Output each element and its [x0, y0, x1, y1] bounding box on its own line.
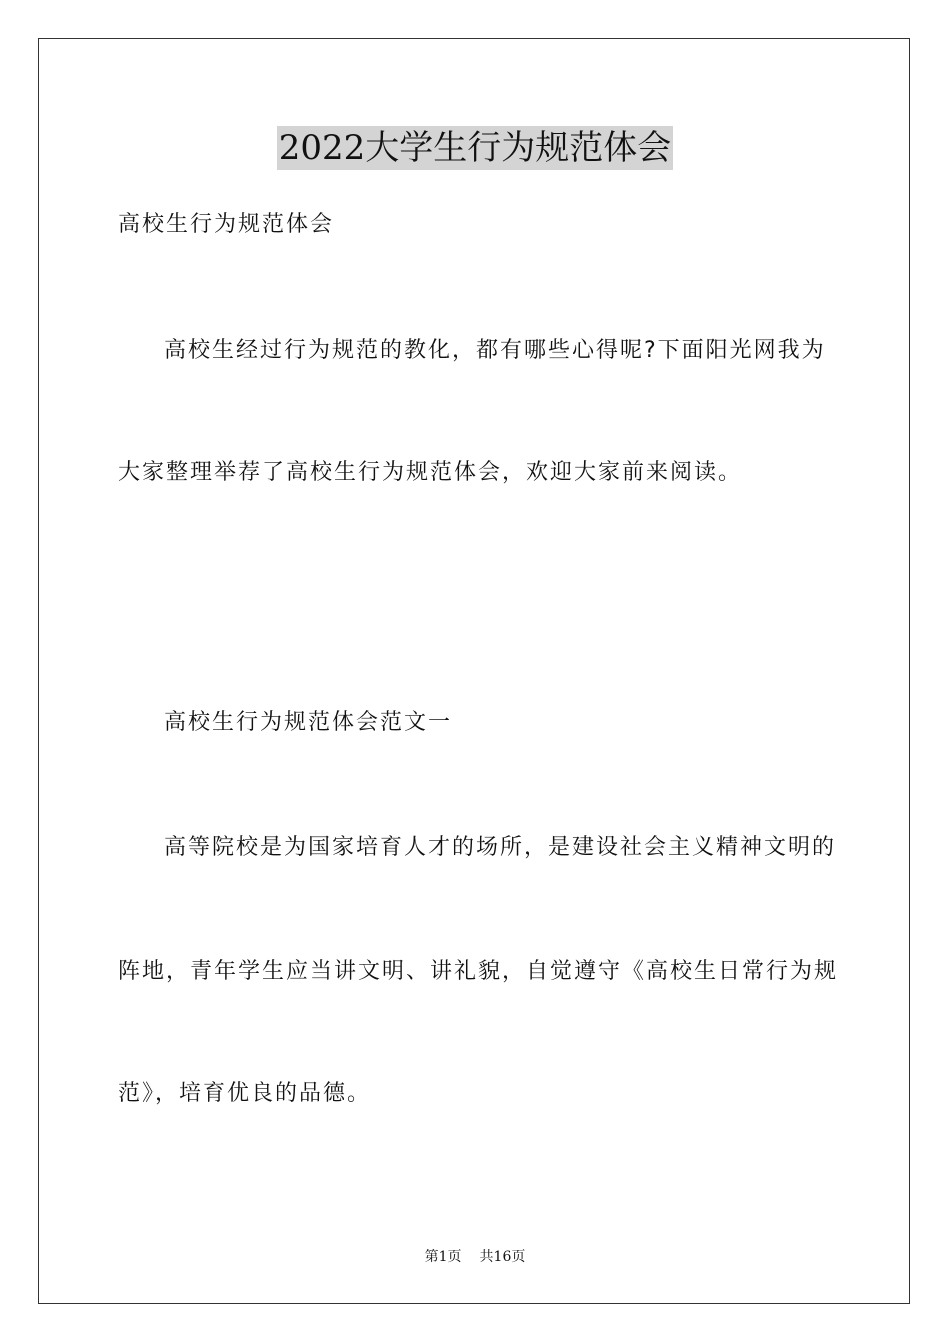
page-total: 共16页 [479, 1249, 526, 1265]
page-number: 第1页 [424, 1249, 462, 1265]
intro-line-2: 大家整理举荐了高校生行为规范体会，欢迎大家前来阅读。 [118, 460, 743, 485]
section-heading: 高校生行为规范体会范文一 [164, 710, 453, 735]
intro-line-1: 高校生经过行为规范的教化，都有哪些心得呢?下面阳光网我为 [164, 338, 826, 363]
paragraph-line-3: 范》，培育优良的品德。 [118, 1081, 372, 1106]
paragraph-line-2: 阵地，青年学生应当讲文明、讲礼貌，自觉遵守《高校生日常行为规 [118, 959, 839, 984]
document-title: 2022大学生行为规范体会 [278, 128, 672, 168]
page-footer [0, 1247, 950, 1267]
title-container [0, 126, 950, 170]
subtitle: 高校生行为规范体会 [118, 212, 335, 237]
paragraph-line-1: 高等院校是为国家培育人才的场所，是建设社会主义精神文明的 [164, 835, 837, 860]
